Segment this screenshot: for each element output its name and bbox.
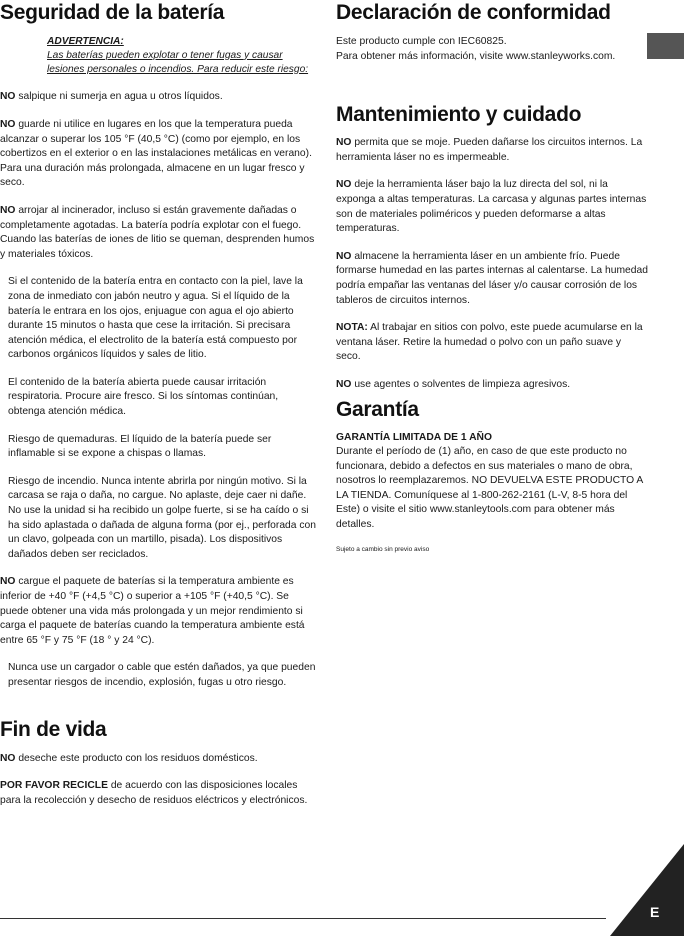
conformity-text [336, 35, 648, 64]
battery-damaged-charger: Nunca use un cargador o cable que estén dañados, ya que pueden presentar riesgos de incendio, explosión, fugas u otro riesgo. [8, 662, 316, 688]
maintenance-title: Mantenimiento y cuidado [336, 103, 582, 127]
warning-title: ADVERTENCIA: [47, 36, 124, 47]
battery-rule-water: NO salpique ni sumerja en agua u otros líquidos. [0, 91, 223, 103]
battery-skin-contact: Si el contenido de la batería entra en contacto con la piel, lave la zona de inmediato con jabón neutro y agua. Si el líquido de la batería le entrara en los ojos, enjuague con agua el ojo abierto durante 15 minutos o hasta que cese la irritación. Si precisara atención médica, el electrolito de la batería está compuesto por carbonos orgánicos líquidos y sales de litio. [8, 276, 303, 361]
battery-rule-incinerate: NO arrojar al incinerador, incluso si están gravemente dañadas o completamente agotadas. La batería podría explotar con el fuego. Cuando las baterías de iones de litio se queman, desprenden humos y materiales tóxicos. [0, 204, 315, 260]
conformity-line-1: Este producto cumple con IEC60825. [336, 36, 507, 47]
end-of-life-recycle: POR FAVOR RECICLE de acuerdo con las disposiciones locales para la recolección y desecho de residuos eléctricos y electrónicos. [0, 780, 308, 806]
battery-rule-charging: NO cargue el paquete de baterías si la temperatura ambiente es inferior de +40 °F (+4,5 °C) o superior a +105 °F (+40,5 °C). Se puede obtener una vida más prolongada y un mejor rendimiento si carga el paquete de baterías cuando la temperatura ambiente está entre 65 °F y 75 °F (18 ° y 24 °C). [0, 576, 305, 646]
end-of-life-household: NO deseche este producto con los residuos domésticos. [0, 752, 258, 764]
left-column [0, 0, 318, 821]
end-of-life-title: Fin de vida [0, 717, 107, 741]
warranty-note: Sujeto a cambio sin previo aviso [336, 545, 430, 553]
maintenance-rule-sun: NO deje la herramienta láser bajo la luz directa del sol, ni la exponga a altas temperaturas. La carcasa y algunas partes internas son de materiales poliméricos y pueden deformarse a altas temperaturas. [336, 179, 647, 235]
battery-fire-risk: Riesgo de incendio. Nunca intente abrirla por ningún motivo. Si la carcasa se raja o daña, no cargue. No aplaste, deje caer ni dañe. No use la unidad si ha recibido un golpe fuerte, si se ha caído o si ha sido aplastada o dañada de alguna forma (por ej., perforada con un clavo, golpeada con un martillo, pisada). Los dispositivos dañados deben ser reciclados. [8, 475, 316, 560]
warranty-subtitle: GARANTÍA LIMITADA DE 1 AÑO [336, 431, 492, 443]
conformity-title: Declaración de conformidad [336, 1, 611, 24]
maintenance-rule-solvents: NO use agentes o solventes de limpieza agresivos. [336, 378, 571, 390]
section-tab-marker [647, 33, 684, 59]
footer-rule [0, 918, 606, 919]
battery-burn-risk: Riesgo de quemaduras. El líquido de la batería puede ser inflamable si se expone a chispas o llamas. [8, 433, 272, 460]
corner-triangle [610, 844, 684, 936]
page-letter: E [650, 904, 660, 920]
right-column [336, 0, 648, 554]
maintenance-note: NOTA: Al trabajar en sitios con polvo, este puede acumularse en la ventana láser. Retire la humedad o polvo con un paño suave y seco. [336, 322, 643, 363]
maintenance-rule-cold: NO almacene la herramienta láser en un ambiente frío. Puede formarse humedad en las partes internas al calentarse. La humedad podría empañar las ventanas del láser y/o causar corrosión de los tableros de circuitos internos. [336, 250, 648, 306]
warning-box [47, 35, 318, 76]
warranty-text: Durante el período de (1) año, en caso de que este producto no funcionara, debido a defectos en sus materiales o mano de obra, nosotros lo reemplazaremos. NO DEVUELVA ESTE PRODUCTO A LA TIENDA. Comuníquese al 1-800-262-2161 (L-V, 8-5 hora del Este) o visite el sitio www.stanleytools.com para obtener más detalles. [336, 446, 643, 531]
conformity-line-2: Para obtener más información, visite www.stanleyworks.com. [336, 50, 616, 62]
battery-safety-title: Seguridad de la batería [0, 1, 225, 24]
corner-page-tab [610, 844, 684, 936]
battery-rule-storage: NO guarde ni utilice en lugares en los que la temperatura pueda alcanzar o superar los 105 °F (40,5 °C) (como por ejemplo, en los cobertizos en el exterior o en las instalaciones metálicas en verano). Para una duración más prolongada, almacene en un lugar fresco y seco. [0, 118, 312, 189]
battery-respiratory: El contenido de la batería abierta puede causar irritación respiratoria. Procure aire fresco. Si los síntomas continúan, obtenga atención médica. [8, 376, 279, 418]
warranty-title: Garantía [336, 397, 419, 421]
maintenance-rule-wet: NO permita que se moje. Pueden dañarse los circuitos internos. La herramienta láser no es impermeable. [336, 137, 643, 163]
warning-text: Las baterías pueden explotar o tener fugas y causar lesiones personales o incendios. Para reducir este riesgo: [47, 49, 309, 75]
